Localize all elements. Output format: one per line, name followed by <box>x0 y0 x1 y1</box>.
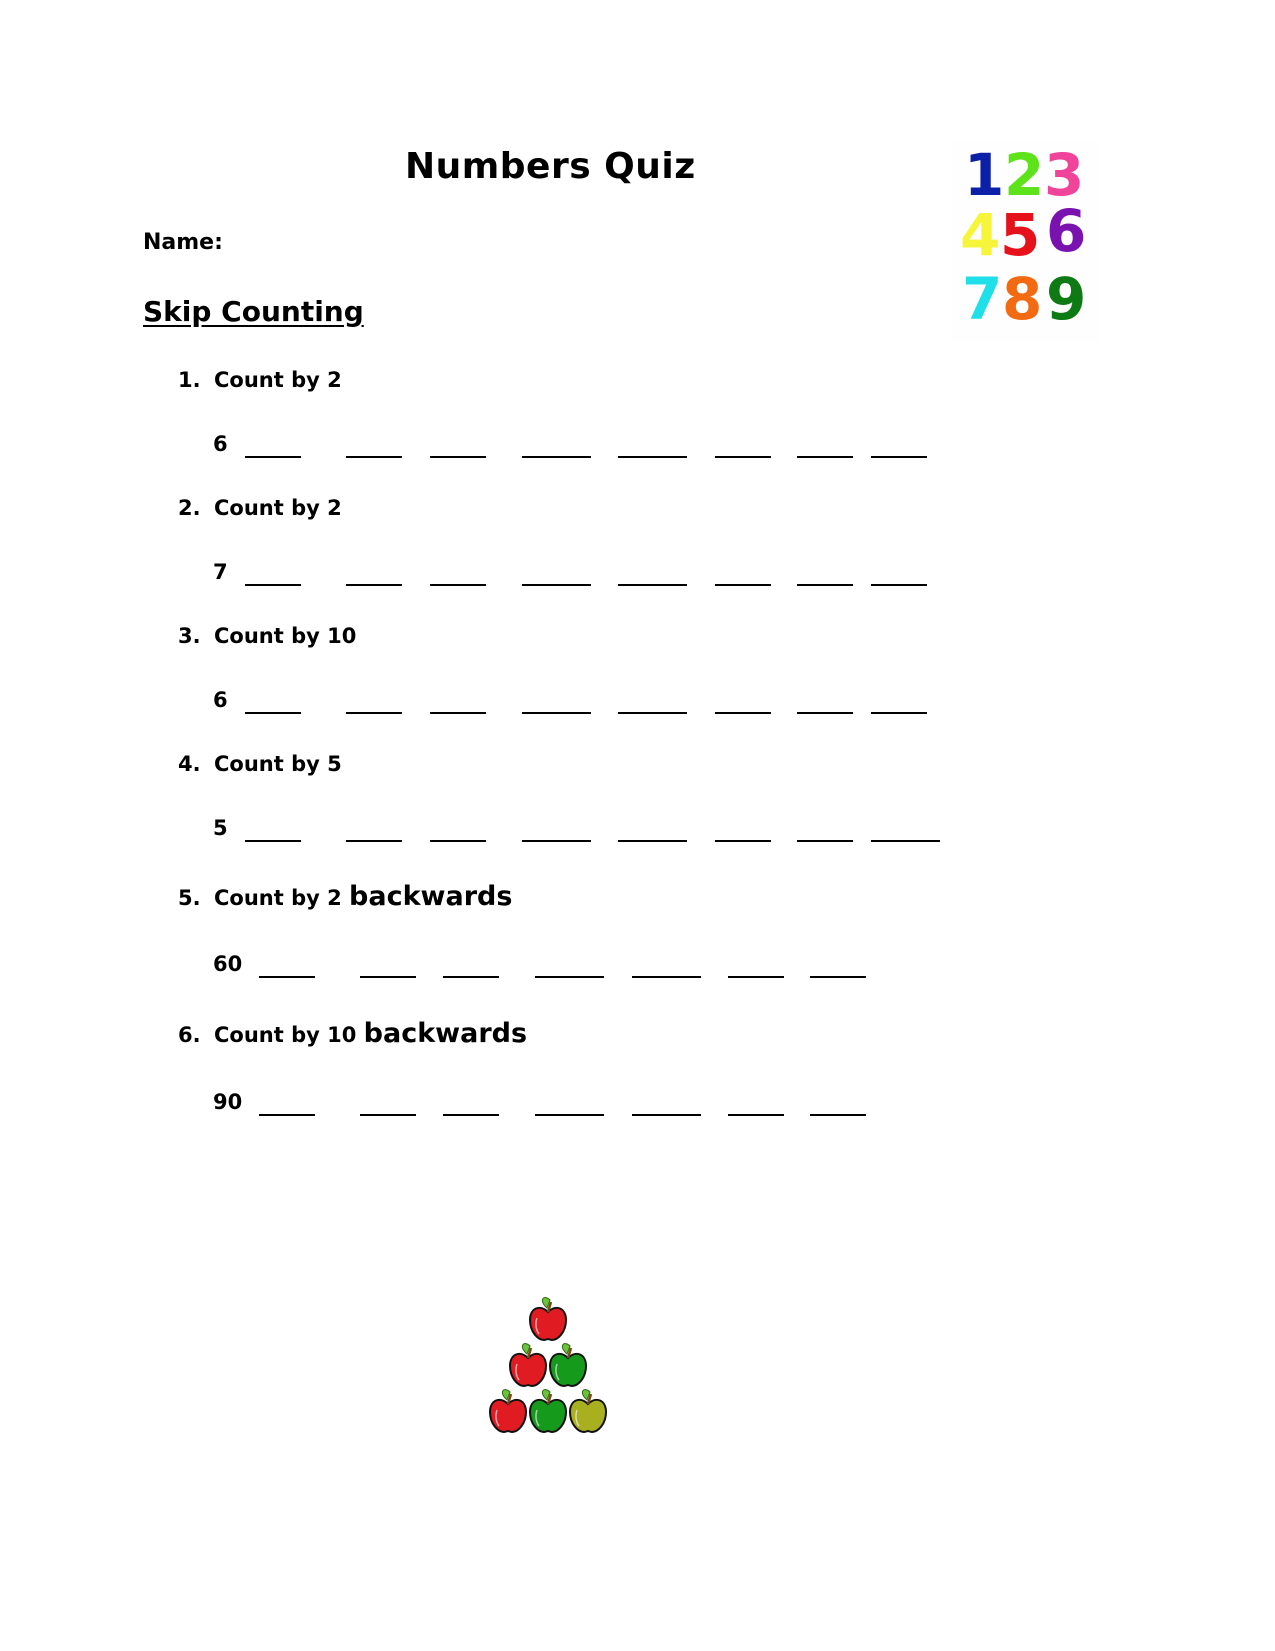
answer-blank[interactable] <box>871 840 940 842</box>
answer-blank[interactable] <box>346 840 402 842</box>
question-prompt: Count by 2 <box>214 886 342 910</box>
answer-blank[interactable] <box>522 712 591 714</box>
answer-blank[interactable] <box>259 976 315 978</box>
answer-blank[interactable] <box>715 712 771 714</box>
section-heading: Skip Counting <box>143 295 364 328</box>
question-number: 2. <box>178 496 201 520</box>
question-prompt: Count by 5 <box>214 752 342 776</box>
answer-blank[interactable] <box>522 456 591 458</box>
answer-blank[interactable] <box>728 976 784 978</box>
answer-blank[interactable] <box>810 976 866 978</box>
answer-blank[interactable] <box>259 1114 315 1116</box>
question-1-start-number: 6 <box>213 432 228 456</box>
question-number: 3. <box>178 624 201 648</box>
answer-blank[interactable] <box>346 712 402 714</box>
answer-blank[interactable] <box>728 1114 784 1116</box>
answer-blank[interactable] <box>632 1114 701 1116</box>
answer-blank[interactable] <box>430 712 486 714</box>
answer-blank[interactable] <box>522 840 591 842</box>
question-4-start-number: 5 <box>213 816 228 840</box>
answer-blank[interactable] <box>871 456 927 458</box>
answer-blank[interactable] <box>715 456 771 458</box>
answer-blank[interactable] <box>346 456 402 458</box>
question-prompt: Count by 10 <box>214 624 357 648</box>
page-title: Numbers Quiz <box>405 146 696 187</box>
answer-blank[interactable] <box>871 584 927 586</box>
question-4-label <box>178 752 342 776</box>
question-number: 4. <box>178 752 201 776</box>
answer-blank[interactable] <box>360 1114 416 1116</box>
question-2-start-number: 7 <box>213 560 228 584</box>
answer-blank[interactable] <box>346 584 402 586</box>
question-number: 6. <box>178 1023 201 1047</box>
question-number: 1. <box>178 368 201 392</box>
question-6-label <box>178 1018 527 1049</box>
question-1-label <box>178 368 342 392</box>
numbers-image <box>952 142 1100 342</box>
answer-blank[interactable] <box>618 456 687 458</box>
answer-blank[interactable] <box>871 712 927 714</box>
answer-blank[interactable] <box>245 712 301 714</box>
question-suffix: backwards <box>349 881 513 912</box>
question-number: 5. <box>178 886 201 910</box>
answer-blank[interactable] <box>360 976 416 978</box>
question-3-label <box>178 624 356 648</box>
answer-blank[interactable] <box>535 976 604 978</box>
answer-blank[interactable] <box>430 840 486 842</box>
answer-blank[interactable] <box>618 840 687 842</box>
name-label: Name: <box>143 230 223 255</box>
answer-blank[interactable] <box>632 976 701 978</box>
question-prompt: Count by 2 <box>214 496 342 520</box>
question-3-start-number: 6 <box>213 688 228 712</box>
apples-image <box>487 1292 609 1437</box>
digit-9: 9 <box>1046 265 1087 333</box>
answer-blank[interactable] <box>443 976 499 978</box>
digit-7: 7 <box>962 265 1003 333</box>
answer-blank[interactable] <box>430 456 486 458</box>
digit-1: 1 <box>964 141 1005 209</box>
answer-blank[interactable] <box>797 840 853 842</box>
answer-blank[interactable] <box>810 1114 866 1116</box>
digit-2: 2 <box>1004 141 1045 209</box>
answer-blank[interactable] <box>522 584 591 586</box>
answer-blank[interactable] <box>443 1114 499 1116</box>
apple-pyramid-icon <box>487 1292 609 1437</box>
digit-5: 5 <box>1000 201 1041 269</box>
digit-8: 8 <box>1002 265 1043 333</box>
answer-blank[interactable] <box>618 584 687 586</box>
question-6-start-number: 90 <box>213 1090 243 1114</box>
question-5-label <box>178 881 512 912</box>
answer-blank[interactable] <box>618 712 687 714</box>
digit-4: 4 <box>960 201 1001 269</box>
question-5-start-number: 60 <box>213 952 243 976</box>
answer-blank[interactable] <box>797 712 853 714</box>
answer-blank[interactable] <box>797 456 853 458</box>
answer-blank[interactable] <box>430 584 486 586</box>
digit-6: 6 <box>1046 197 1087 265</box>
answer-blank[interactable] <box>535 1114 604 1116</box>
question-prompt: Count by 2 <box>214 368 342 392</box>
answer-blank[interactable] <box>245 840 301 842</box>
answer-blank[interactable] <box>715 584 771 586</box>
answer-blank[interactable] <box>715 840 771 842</box>
digit-3: 3 <box>1044 141 1085 209</box>
answer-blank[interactable] <box>245 456 301 458</box>
answer-blank[interactable] <box>797 584 853 586</box>
question-prompt: Count by 10 <box>214 1023 357 1047</box>
question-2-label <box>178 496 342 520</box>
answer-blank[interactable] <box>245 584 301 586</box>
question-suffix: backwards <box>363 1018 528 1049</box>
